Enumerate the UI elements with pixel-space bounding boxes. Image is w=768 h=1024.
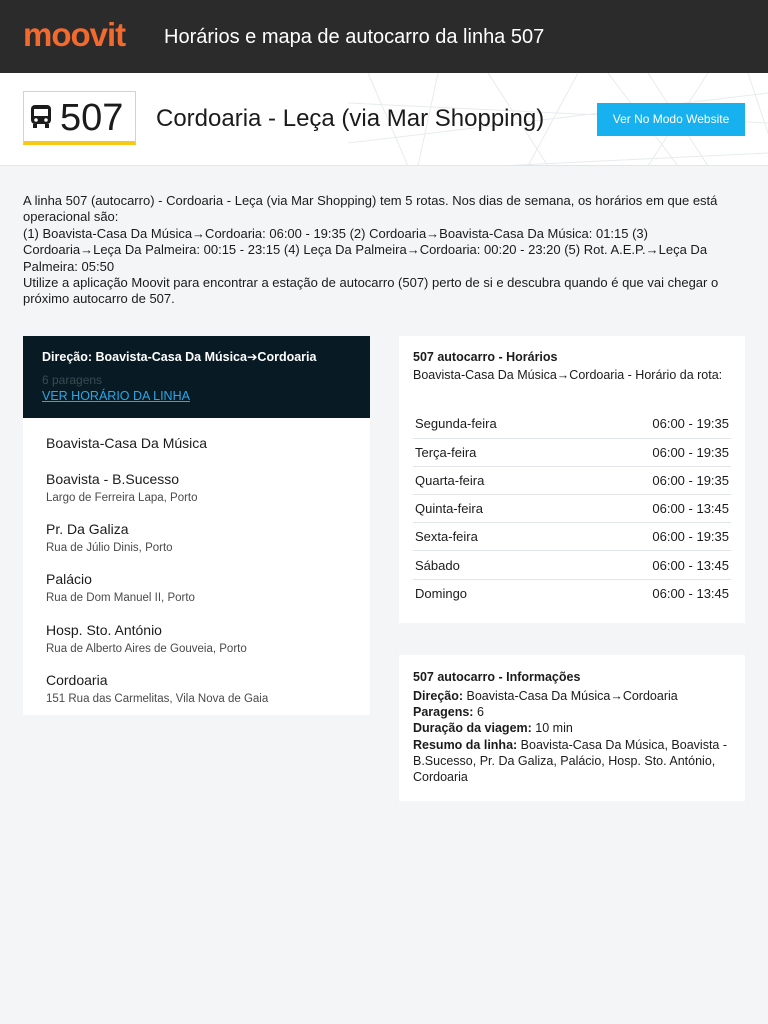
stop-item[interactable]: [46, 434, 207, 452]
stop-name: Boavista - B.Sucesso: [46, 471, 180, 487]
info-duration-value: 10 min: [535, 721, 573, 736]
schedule-hours: 06:00 - 19:35: [577, 523, 731, 551]
schedule-table: [413, 410, 731, 607]
intro-app-note: Utilize a aplicação Moovit para encontrar a estação de autocarro (507) perto de si e descubra quando é que vai chegar o próximo autocarro de 507.: [23, 275, 719, 307]
top-bar: [0, 0, 768, 73]
schedule-hours: 06:00 - 19:35: [577, 410, 731, 438]
view-schedule-link[interactable]: VER HORÁRIO DA LINHA: [42, 389, 190, 403]
stop-address: Rua de Dom Manuel II, Porto: [46, 592, 195, 604]
schedule-hours: 06:00 - 13:45: [652, 585, 729, 601]
schedule-day: Sábado: [413, 551, 577, 579]
schedule-hours: 06:00 - 19:35: [577, 466, 731, 494]
info-stops-label: Paragens:: [413, 705, 474, 720]
schedule-hours: 06:00 - 13:45: [577, 551, 731, 579]
intro-routes: (1) Boavista-Casa Da Música→Cordoaria: 06:00 - 19:35 (2) Cordoaria→Boavista-Casa Da Música: 01:15 (3) Cordoaria→Leça Da Palmeira: 00:15 - 23:15 (4) Leça Da Palmeira→Cordoaria: 00:20 - 23:20 (5) Rot. A.E.P.→Leça Da Palmeira: 05:50: [23, 225, 708, 274]
schedule-row: [413, 410, 731, 438]
schedule-day: Quinta-feira: [413, 495, 577, 523]
stop-item[interactable]: [46, 470, 198, 506]
schedule-title: 507 autocarro - Horários: [413, 350, 558, 364]
direction-header: [23, 336, 370, 418]
schedule-row: [413, 466, 731, 494]
intro-paragraph: A linha 507 (autocarro) - Cordoaria - Leça (via Mar Shopping) tem 5 rotas. Nos dias de semana, os horários em que está operacional são:: [23, 193, 718, 225]
direction-card: [23, 336, 370, 715]
line-header: [0, 73, 768, 166]
info-title: 507 autocarro - Informações: [413, 670, 581, 684]
line-description: [23, 193, 745, 308]
info-body: [413, 688, 733, 785]
stop-name: Cordoaria: [46, 672, 108, 688]
schedule-subtitle: Boavista-Casa Da Música→Cordoaria - Horário da rota:: [413, 368, 723, 382]
stop-item[interactable]: [46, 621, 247, 657]
direction-title: Direção: Boavista-Casa Da Música➔Cordoaria: [42, 350, 317, 364]
schedule-row: [413, 495, 731, 523]
schedule-day: Quarta-feira: [413, 466, 577, 494]
stop-item[interactable]: [46, 570, 195, 606]
route-badge: [23, 91, 136, 145]
stop-address: Largo de Ferreira Lapa, Porto: [46, 492, 198, 504]
schedule-row: [413, 438, 731, 466]
stop-name: Hosp. Sto. António: [46, 622, 162, 638]
schedule-card: [399, 336, 745, 623]
schedule-day: Segunda-feira: [413, 410, 577, 438]
info-duration-label: Duração da viagem:: [413, 721, 532, 736]
schedule-day: Domingo: [413, 579, 577, 607]
schedule-row: [413, 523, 731, 551]
schedule-day: Sexta-feira: [413, 523, 577, 551]
stop-address: Rua de Júlio Dinis, Porto: [46, 542, 173, 554]
website-mode-button[interactable]: Ver No Modo Website: [597, 103, 745, 136]
info-card: [399, 655, 745, 801]
schedule-hours: 06:00 - 19:35: [577, 438, 731, 466]
info-direction-value: Boavista-Casa Da Música→Cordoaria: [466, 689, 678, 703]
stop-address: 151 Rua das Carmelitas, Vila Nova de Gaia: [46, 693, 269, 705]
info-summary-label: Resumo da linha:: [413, 737, 518, 752]
schedule-row: [413, 551, 731, 579]
stop-count: 6 paragens: [42, 373, 103, 387]
line-name: Cordoaria - Leça (via Mar Shopping): [156, 105, 545, 132]
stop-name: Palácio: [46, 571, 92, 587]
stop-name: Pr. Da Galiza: [46, 521, 129, 537]
moovit-logo[interactable]: moovit: [23, 16, 126, 53]
schedule-day: Terça-feira: [413, 438, 577, 466]
info-direction-label: Direção:: [413, 689, 464, 703]
schedule-hours: 06:00 - 13:45: [577, 495, 731, 523]
page-title: Horários e mapa de autocarro da linha 507: [164, 26, 545, 48]
stop-name: Boavista-Casa Da Música: [46, 435, 208, 451]
stop-address: Rua de Alberto Aires de Gouveia, Porto: [46, 643, 247, 655]
stop-item[interactable]: [46, 520, 173, 556]
route-number: 507: [60, 97, 124, 139]
bus-icon: [29, 104, 53, 130]
info-summary-value: Boavista-Casa Da Música, Boavista - B.Sucesso, Pr. Da Galiza, Palácio, Hosp. Sto. António, Cordoaria: [413, 737, 728, 785]
stop-item[interactable]: [46, 671, 268, 707]
schedule-row: [413, 579, 731, 607]
info-stops-value: 6: [476, 705, 484, 720]
